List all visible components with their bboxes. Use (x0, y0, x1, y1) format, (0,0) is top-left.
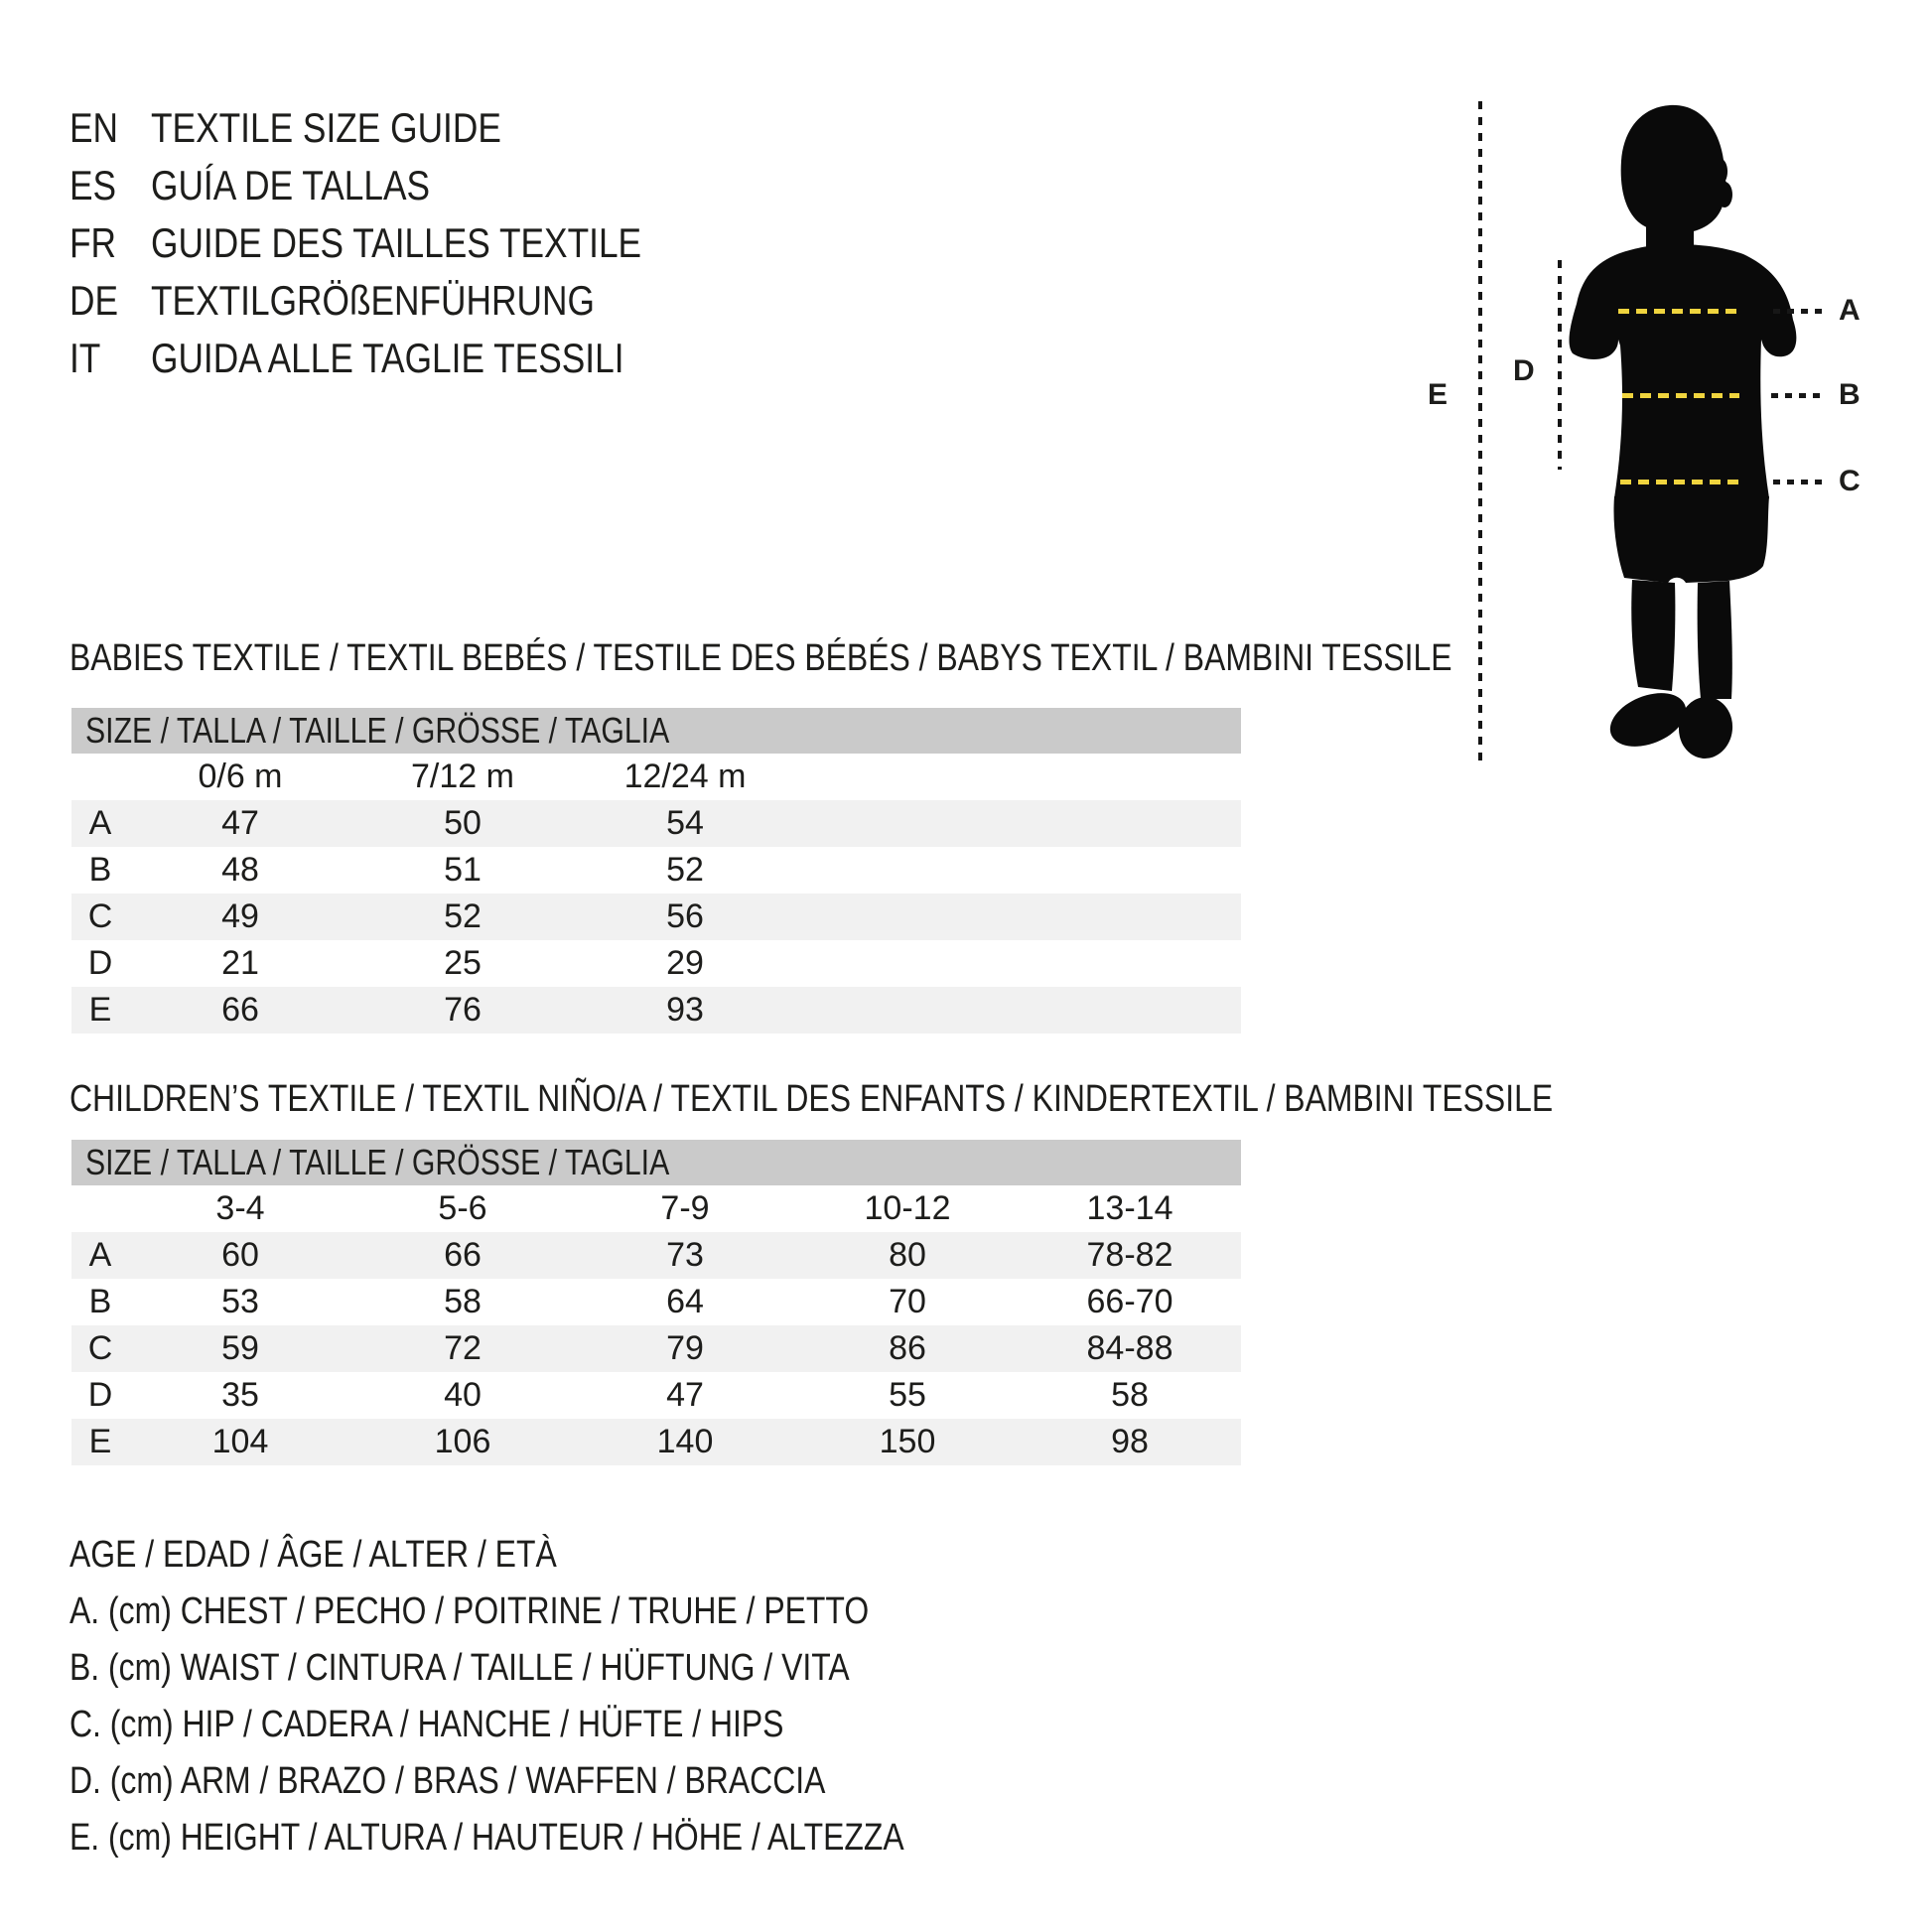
cell: 80 (796, 1232, 1019, 1279)
cell: 58 (444, 1283, 482, 1320)
cell: 72 (351, 1325, 574, 1372)
row-label: E (71, 987, 129, 1034)
babies-section-heading (69, 637, 1716, 679)
cell: 104 (129, 1419, 351, 1465)
babies-size-header-cell (71, 708, 1241, 754)
legend-age-text: AGE / EDAD / ÂGE / ALTER / ETÀ (69, 1534, 557, 1576)
row-label: D (87, 1376, 113, 1414)
row-label: E (71, 1419, 129, 1465)
cell: 66 (129, 987, 351, 1034)
children-size-header-cell (71, 1140, 1241, 1185)
babies-col-7-12m: 7/12 m (351, 754, 574, 800)
children-col-7-9: 7-9 (574, 1185, 796, 1232)
measurement-legend (69, 1527, 1063, 1866)
chest-a-dash-on-body (1618, 309, 1741, 314)
lang-code-es: ES (69, 162, 117, 208)
babies-row-b (71, 847, 1241, 894)
row-label: A (71, 1232, 129, 1279)
legend-age (69, 1527, 1063, 1584)
legend-chest (69, 1584, 1063, 1640)
cell: 25 (444, 944, 482, 982)
hip-c-dash-on-body (1620, 480, 1743, 484)
babies-heading-text: BABIES TEXTILE / TEXTIL BEBÉS / TESTILE DES BÉBÉS / BABYS TEXTIL / BAMBINI TESSILE (69, 637, 1452, 679)
cell: 140 (574, 1419, 796, 1465)
children-col-5-6: 5-6 (351, 1185, 574, 1232)
cell: 70 (889, 1283, 926, 1320)
label-d-arm: D (1513, 354, 1535, 387)
cell: 58 (1111, 1376, 1149, 1414)
label-e-height: E (1428, 378, 1449, 411)
cell: 59 (129, 1325, 351, 1372)
lang-title-it: GUIDA ALLE TAGLIE TESSILI (151, 335, 624, 381)
row-label: A (71, 800, 129, 847)
cell: 40 (444, 1376, 482, 1414)
silhouette-shorts (1613, 496, 1769, 583)
babies-row-a (71, 800, 1241, 847)
row-label: C (71, 1325, 129, 1372)
legend-arm (69, 1753, 1063, 1810)
lang-code-de: DE (69, 277, 119, 324)
children-section-heading (69, 1078, 1836, 1120)
lang-code-en: EN (69, 104, 119, 151)
children-heading-text: CHILDREN’S TEXTILE / TEXTIL NIÑO/A / TEXTIL DES ENFANTS / KINDERTEXTIL / BAMBINI TESSILE (69, 1078, 1554, 1120)
children-column-header-row (71, 1185, 1241, 1232)
cell: 78-82 (1019, 1232, 1241, 1279)
cell: 98 (1019, 1419, 1241, 1465)
chest-a-dash-leader (1773, 309, 1823, 314)
cell: 53 (221, 1283, 259, 1320)
babies-column-header-row (71, 754, 1241, 800)
empty-cell (71, 754, 129, 800)
empty-cell (71, 1185, 129, 1232)
cell: 21 (221, 944, 259, 982)
lang-code-it: IT (69, 335, 101, 381)
empty-cell (796, 987, 1241, 1034)
children-row-c (71, 1325, 1241, 1372)
empty-cell (796, 754, 1241, 800)
children-size-header-band (71, 1140, 1241, 1185)
legend-hip (69, 1697, 1063, 1753)
children-size-header-text: SIZE / TALLA / TAILLE / GRÖSSE / TAGLIA (85, 1142, 670, 1182)
language-title-block (69, 99, 735, 387)
cell: 79 (574, 1325, 796, 1372)
cell: 55 (889, 1376, 926, 1414)
lang-title-es: GUÍA DE TALLAS (151, 162, 431, 208)
children-col-3-4: 3-4 (129, 1185, 351, 1232)
cell: 150 (796, 1419, 1019, 1465)
cell: 84-88 (1019, 1325, 1241, 1372)
cell: 66 (351, 1232, 574, 1279)
cell: 56 (574, 894, 796, 940)
lang-row-en (69, 99, 735, 157)
babies-col-12-24m: 12/24 m (574, 754, 796, 800)
cell: 93 (574, 987, 796, 1034)
cell: 52 (666, 851, 704, 889)
children-size-table (71, 1140, 1241, 1465)
children-col-10-12: 10-12 (796, 1185, 1019, 1232)
cell: 49 (129, 894, 351, 940)
lang-title-de: TEXTILGRÖßENFÜHRUNG (151, 277, 595, 324)
cell: 47 (129, 800, 351, 847)
label-c-hip: C (1839, 465, 1861, 497)
cell: 50 (351, 800, 574, 847)
lang-title-en: TEXTILE SIZE GUIDE (151, 104, 501, 151)
legend-height (69, 1810, 1063, 1866)
legend-chest-text: A. (cm) CHEST / PECHO / POITRINE / TRUHE / PETTO (69, 1590, 870, 1632)
arm-d-dotted-line (1558, 260, 1562, 470)
row-label: C (71, 894, 129, 940)
legend-waist (69, 1640, 1063, 1697)
children-row-e (71, 1419, 1241, 1465)
cell: 60 (129, 1232, 351, 1279)
silhouette-ear (1717, 182, 1732, 207)
cell: 51 (444, 851, 482, 889)
cell: 52 (351, 894, 574, 940)
cell: 66-70 (1086, 1283, 1173, 1320)
babies-row-e (71, 987, 1241, 1034)
label-a-chest: A (1839, 294, 1861, 327)
cell: 76 (351, 987, 574, 1034)
babies-size-table (71, 708, 1241, 1034)
waist-b-dash-leader (1771, 393, 1823, 398)
legend-height-text: E. (cm) HEIGHT / ALTURA / HAUTEUR / HÖHE / ALTEZZA (69, 1817, 904, 1859)
legend-hip-text: C. (cm) HIP / CADERA / HANCHE / HÜFTE / HIPS (69, 1704, 784, 1745)
lang-row-it (69, 330, 735, 387)
children-row-b (71, 1279, 1241, 1325)
row-label: B (88, 1283, 112, 1320)
babies-size-header-band (71, 708, 1241, 754)
empty-cell (796, 940, 1241, 987)
cell: 106 (351, 1419, 574, 1465)
empty-cell (796, 894, 1241, 940)
silhouette-right-shoe (1676, 694, 1735, 760)
children-row-a (71, 1232, 1241, 1279)
cell: 64 (666, 1283, 704, 1320)
label-b-waist: B (1839, 378, 1861, 411)
cell: 35 (221, 1376, 259, 1414)
cell: 48 (221, 851, 259, 889)
cell: 29 (666, 944, 704, 982)
babies-row-d (71, 940, 1241, 987)
babies-size-header-text: SIZE / TALLA / TAILLE / GRÖSSE / TAGLIA (85, 710, 670, 751)
empty-cell (796, 800, 1241, 847)
cell: 86 (796, 1325, 1019, 1372)
empty-cell (796, 847, 1241, 894)
row-label: B (88, 851, 112, 889)
hip-c-dash-leader (1773, 480, 1823, 484)
cell: 47 (666, 1376, 704, 1414)
legend-waist-text: B. (cm) WAIST / CINTURA / TAILLE / HÜFTUNG / VITA (69, 1647, 850, 1689)
cell: 54 (574, 800, 796, 847)
cell: 73 (574, 1232, 796, 1279)
children-row-d (71, 1372, 1241, 1419)
waist-b-dash-on-body (1622, 393, 1739, 398)
lang-row-de (69, 272, 735, 330)
row-label: D (87, 944, 113, 982)
lang-code-fr: FR (69, 219, 117, 266)
lang-row-es (69, 157, 735, 214)
silhouette-shirt (1570, 244, 1797, 498)
lang-title-fr: GUIDE DES TAILLES TEXTILE (151, 219, 642, 266)
babies-row-c (71, 894, 1241, 940)
lang-row-fr (69, 214, 735, 272)
babies-col-0-6m: 0/6 m (129, 754, 351, 800)
legend-arm-text: D. (cm) ARM / BRAZO / BRAS / WAFFEN / BRACCIA (69, 1760, 826, 1802)
children-col-13-14: 13-14 (1019, 1185, 1241, 1232)
